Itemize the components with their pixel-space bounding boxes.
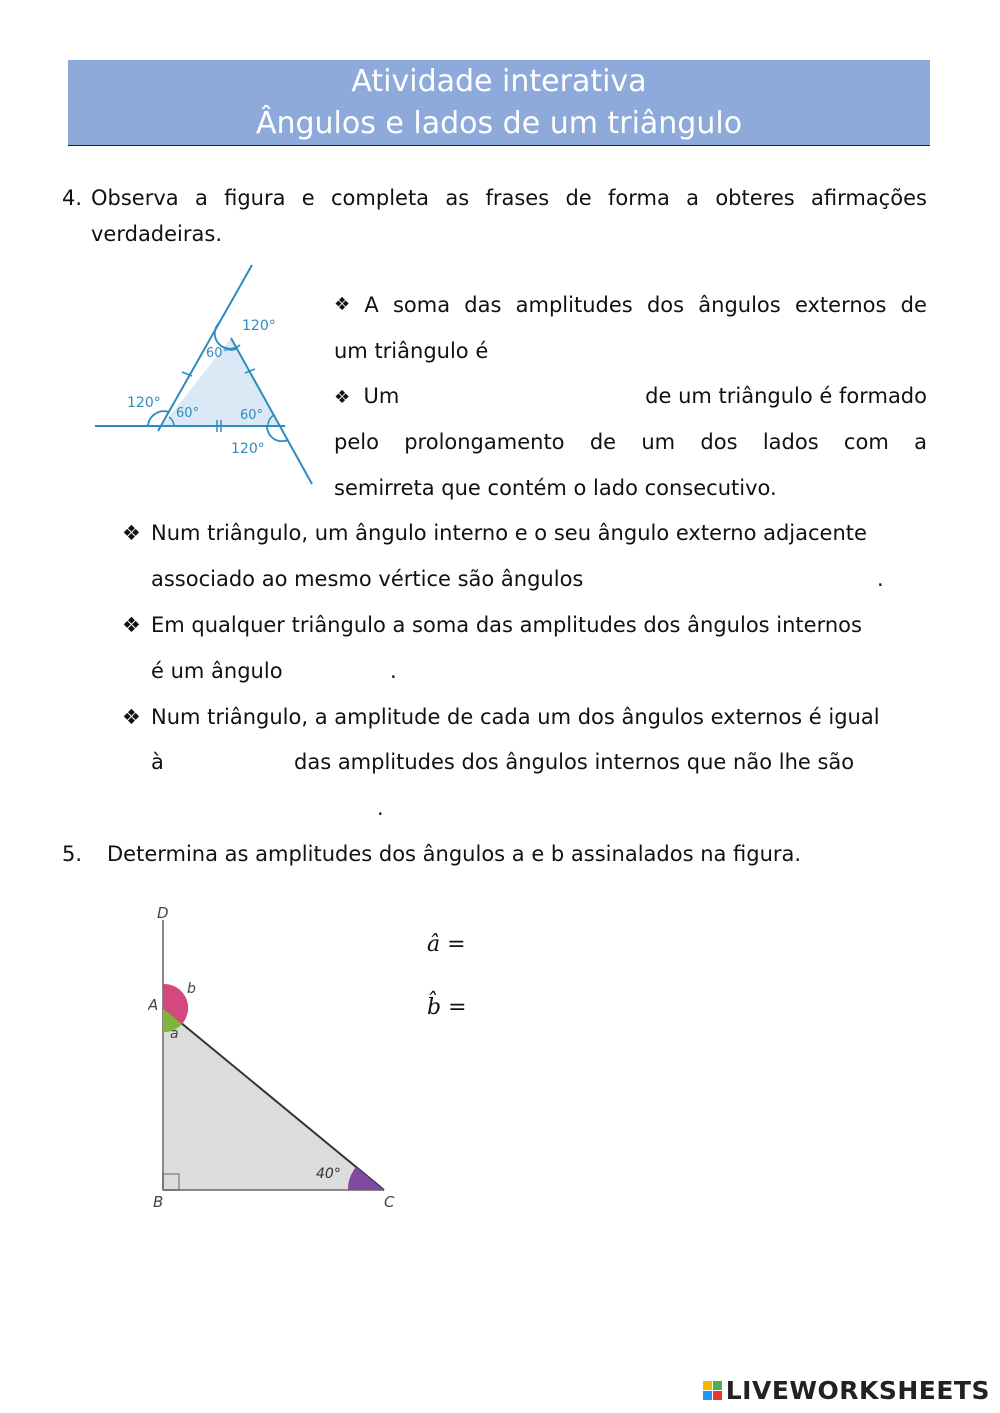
liveworksheets-logo (703, 1376, 990, 1405)
statement-2-word: a (914, 430, 927, 454)
statement-2-word: lados (762, 430, 819, 454)
angle-b-label: b (187, 981, 196, 997)
statement-2-word: prolongamento (404, 430, 565, 454)
statement-4-line-1: Em qualquer triângulo a soma das amplitudes dos ângulos internos (151, 613, 862, 637)
q4-intro-word: forma (608, 186, 670, 210)
label-left-internal: 60° (176, 406, 200, 421)
q4-intro-word: Observa (91, 186, 179, 210)
statement-2-start (334, 383, 399, 411)
brand-text: LIVEWORKSHEETS (725, 1376, 990, 1405)
label-left-external: 120° (127, 395, 161, 411)
answer-5-input[interactable] (170, 749, 292, 777)
statement-2-word: um (641, 430, 676, 454)
worksheet-header (68, 60, 930, 146)
q4-intro-word: frases (485, 186, 550, 210)
q5-number: 5. (62, 842, 83, 866)
statement-1-line-2 (334, 338, 699, 366)
angle-c-value-label: 40° (316, 1166, 341, 1182)
answer-b-label: b̂ = (427, 995, 467, 1020)
vertex-a-label: A (148, 996, 159, 1014)
q4-intro-word: as (445, 186, 470, 210)
vertex-d-label: D (157, 904, 169, 922)
statement-5-end: . (377, 796, 384, 820)
statement-3-end: . (877, 567, 884, 591)
answer-b-input[interactable] (475, 995, 629, 1023)
answer-3-input[interactable] (625, 566, 879, 594)
label-right-external: 120° (231, 441, 265, 457)
bullet-icon: ❖ (334, 294, 351, 315)
answer-2-input[interactable] (410, 383, 614, 411)
header-line-2: Ângulos e lados de um triângulo (255, 106, 743, 141)
statement-4-end: . (390, 659, 397, 683)
statement-2-word: de (589, 430, 617, 454)
statement-1-word: amplitudes (515, 293, 633, 317)
statement-1-word: externos (794, 293, 887, 317)
triangle-external-angles-figure (90, 260, 320, 490)
label-top-internal: 60° (206, 346, 230, 361)
statement-1-word: ângulos (698, 293, 781, 317)
answer-a-label: â = (427, 932, 466, 957)
q4-intro-word: a (194, 186, 208, 210)
statement-1-word: dos (646, 293, 685, 317)
right-triangle-figure (148, 900, 408, 1220)
q4-intro-word: de (565, 186, 592, 210)
statement-1-word: soma (392, 293, 451, 317)
q4-intro-line-2: verdadeiras. (91, 222, 223, 246)
answer-6-input[interactable] (151, 795, 375, 823)
header-line-1: Atividade interativa (351, 64, 647, 99)
vertex-c-label: C (384, 1193, 395, 1211)
q4-intro-word: obteres (715, 186, 795, 210)
q5-text: Determina as amplitudes dos ângulos a e b assinalados na figura. (107, 842, 802, 866)
statement-5-line-2-b: das amplitudes dos ângulos internos que não lhe são (294, 750, 855, 774)
statement-2-word: com (843, 430, 889, 454)
statement-1-word: A (364, 293, 379, 317)
answer-1-input[interactable] (495, 338, 699, 366)
q4-number: 4. (62, 186, 83, 210)
q4-intro-word: e (301, 186, 315, 210)
statement-1-text: um triângulo é (334, 339, 489, 363)
vertex-b-label: B (153, 1193, 164, 1211)
bullet-icon: ❖ (122, 705, 141, 729)
bullet-icon: ❖ (122, 613, 141, 637)
label-right-internal: 60° (240, 408, 264, 423)
statement-2-line-2 (334, 429, 927, 455)
logo-grid-icon (703, 1381, 722, 1400)
statement-5-line-1: Num triângulo, a amplitude de cada um dos ângulos externos é igual (151, 705, 880, 729)
statement-2-word: pelo (334, 430, 379, 454)
q4-intro-word: figura (224, 186, 286, 210)
q4-intro-word: afirmações (811, 186, 927, 210)
q4-intro-word: a (686, 186, 700, 210)
answer-a-input[interactable] (475, 932, 629, 960)
answer-4-input[interactable] (298, 658, 392, 686)
bullet-icon: ❖ (122, 521, 141, 545)
q4-intro-word: completa (331, 186, 430, 210)
statement-4-line-2: é um ângulo (151, 659, 283, 683)
statement-3-line-1: Num triângulo, um ângulo interno e o seu ângulo externo adjacente (151, 521, 867, 545)
statement-1-word: das (464, 293, 502, 317)
angle-a-label: a (170, 1026, 179, 1042)
statement-2-end: de um triângulo é formado (645, 384, 927, 408)
statement-2-line-3: semirreta que contém o lado consecutivo. (334, 476, 777, 500)
statement-3-line-2: associado ao mesmo vértice são ângulos (151, 567, 584, 591)
statement-1-word: de (900, 293, 927, 317)
statement-1-line-1 (334, 292, 927, 318)
statement-5-line-2-a: à (151, 750, 164, 774)
statement-2-start-text: Um (363, 384, 400, 408)
q4-intro-line-1 (91, 185, 927, 211)
statement-2-word: dos (700, 430, 738, 454)
bullet-icon: ❖ (334, 387, 351, 408)
label-top-external: 120° (242, 318, 276, 334)
